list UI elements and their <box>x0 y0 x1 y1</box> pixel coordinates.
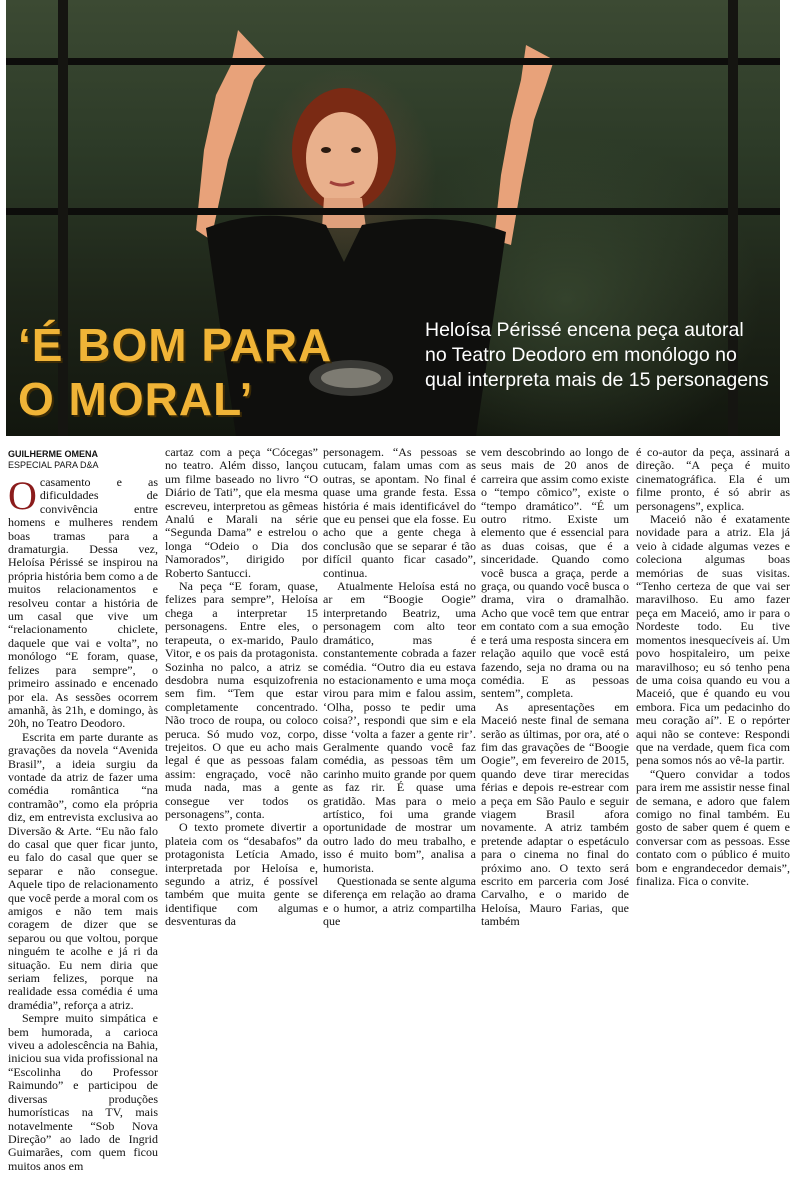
column-2 <box>165 446 318 929</box>
paragraph: vem descobrindo ao longo de seus mais de 20 anos de carreira que assim como existe o “tempo cômico”, existe o “tempo dramático”. “É um outro ritmo. Existe um elemento que é essencial para as duas coisas, que é a sinceridade. Quando como você busca a graça, perde a graça, ou quando você busca o drama, vira o dramalhão. Acho que você tem que entrar em contato com a sua emoção e terá uma resposta sincera em relação aquilo que você está fazendo, seja no drama ou na comédia. E as pessoas sentem”, completa. <box>481 445 629 701</box>
window-bar <box>6 208 780 215</box>
byline-author: GUILHERME OMENA <box>8 449 98 459</box>
byline <box>8 449 99 471</box>
column-3 <box>323 446 476 929</box>
paragraph: personagem. “As pessoas se cutucam, falam umas com as outras, se apontam. No final é quase uma grande festa. Essa história é mais identificável do que eu pensei que ela fosse. Eu acho que a gente chega à conclusão que se separar é tão difícil quanto ficar casado”, continua. <box>323 445 476 580</box>
headline-line: O MORAL’ <box>18 373 254 425</box>
paragraph: é co-autor da peça, assinará a direção. “A peça é muito cinematográfica. Ela é um filme pronto, é só abrir as personagens”, explica. <box>636 445 790 513</box>
paragraph-text: casamento e as dificuldades de convivência entre homens e mulheres rendem boas tramas para a dramaturgia. Dessa vez, Heloísa Périssé se inspirou na própria história bem como a de muitos relacionamentos e resolveu contar a história de um casal que vive um “relacionamento chiclete, daquele que vai e volta”, no monólogo “E foram, quase, felizes para sempre”, o primeiro assinado e encenado por ela. As sessões ocorrem amanhã, às 21h, e domingo, às 20h, no Teatro Deodoro. <box>8 475 158 731</box>
window-bar <box>6 58 780 65</box>
dropcap: O <box>8 473 37 518</box>
paragraph <box>8 473 158 731</box>
headline-line: ‘É BOM PARA <box>18 319 333 371</box>
paragraph: Atualmente Heloísa está no ar em “Boogie Oogie” interpretando Beatriz, uma personagem com alto teor dramático, mas é constantemente cobrada a fazer comédia. “Outro dia eu estava no estacionamento e uma moça virou para mim e falou assim, ‘Olha, posso te pedir uma coisa?’, respondi que sim e ela disse ‘volta a fazer a gente rir’. Geralmente quando você faz comédia, as pessoas têm um carinho muito grande por quem as faz rir. É quase uma gratidão. Mas para o meio artístico, foi uma grande oportunidade de mostrar um outro lado do meu trabalho, e isso é muito bom”, analisa a humorista. <box>323 579 476 875</box>
column-1 <box>8 473 158 1173</box>
paragraph: Questionada se sente alguma diferença em relação ao drama e o humor, a atriz compartilha que <box>323 874 476 929</box>
paragraph: As apresentações em Maceió neste final de semana serão as últimas, por ora, até o fim das gravações de “Boogie Oogie”, em fevereiro de 2015, quando deve tirar merecidas férias e depois re-estrear com a peça em São Paulo e seguir viagem Brasil afora novamente. A atriz também pretende adaptar o espetáculo para o cinema no final do próximo ano. O texto será escrito em parceria com José Carvalho, e o marido de Heloísa, Mauro Farias, que também <box>481 699 629 929</box>
column-5 <box>636 446 790 888</box>
headline <box>18 318 332 426</box>
cover-photo <box>6 0 780 436</box>
paragraph: Maceió não é exatamente novidade para a atriz. Ela já veio à cidade algumas vezes e coleciona algumas boas memórias de suas visitas. “Tenho certeza de que vai ser maravilhoso. Eu amo fazer peça em Maceió, amo ir para o Nordeste todo. Eu tive momentos inesquecíveis aí. Um povo hospitaleiro, um peixe maravilhoso; eu só tenho pena de uma coisa quando eu vou a Maceió, que é quando eu vou embora. Fica um pedacinho do meu coração aí”. E o repórter aqui não se conteve: Respondi que na verdade, quem fica com pena somos nós ao vê-la partir. <box>636 512 790 768</box>
paragraph: Escrita em parte durante as gravações da novela “Avenida Brasil”, a ideia surgiu da vontade da atriz de fazer uma comédia romântica “na contramão”, como ela própria diz, em entrevista exclusiva ao Diversão & Arte. “Eu não falo do casal que quer ficar junto, eu falo do casal que quer se separar e não consegue. Aquele tipo de relacionamento que você perde a moral com os amigos e não tem mais coragem de dizer que se separou ou que voltou, porque ninguém te acolhe e já ri da situação. Eu nem diria que seriam felizes, porque na realidade essa comédia é uma dramédia”, reforça a atriz. <box>8 729 158 1012</box>
paragraph: cartaz com a peça “Cócegas” no teatro. Além disso, lançou um filme baseado no livro “O Diário de Tati”, que ela mesma escreveu, interpretou as gêmeas Analú e Marali na série “Segunda Dama” e estrelou o longa “Odeio o Dia dos Namorados”, dirigido por Roberto Santucci. <box>165 445 318 580</box>
paragraph: Na peça “E foram, quase, felizes para sempre”, Heloísa chega a interpretar 15 personagens. Entre eles, o terapeuta, o ex-marido, Paulo Vitor, e os pais da protagonista. Sozinha no palco, a atriz se desdobra numa esquizofrenia sem fim. “Tem que estar completamente concentrado. Não troco de roupa, ou coloco peruca. Só mudo voz, corpo, trejeitos. O que eu acho mais legal é que as pessoas falam assim: engraçado, você não muda nada, mas a gente consegue ver todos os personagens”, conta. <box>165 579 318 821</box>
byline-role: ESPECIAL PARA D&A <box>8 460 99 470</box>
paragraph: “Quero convidar a todos para irem me assistir nesse final de semana, e adoro que falem comigo no final também. Eu gosto de saber quem é quem e conversar com as pessoas. Esse contato com o público é muito bom e engrandecedor demais”, finaliza. Fica o convite. <box>636 766 790 888</box>
paragraph: O texto promete divertir a plateia com os “desabafos” da protagonista Letícia Amado, interpretada por Heloísa e, segundo a atriz, é possível também que muita gente se identifique com algumas desventuras da <box>165 820 318 929</box>
column-4 <box>481 446 629 929</box>
deck: Heloísa Périssé encena peça autoral no Teatro Deodoro em monólogo no qual interpreta mais de 15 personagens <box>425 319 769 391</box>
paragraph: Sempre muito simpática e bem humorada, a carioca viveu a adolescência na Bahia, iniciou sua vida profissional na “Escolinha do Professor Raimundo” e participou de diversas produções humorísticas na TV, mais notavelmente “Sob Nova Direção” ao lado de Ingrid Guimarães, com quem ficou muitos anos em <box>8 1011 158 1173</box>
